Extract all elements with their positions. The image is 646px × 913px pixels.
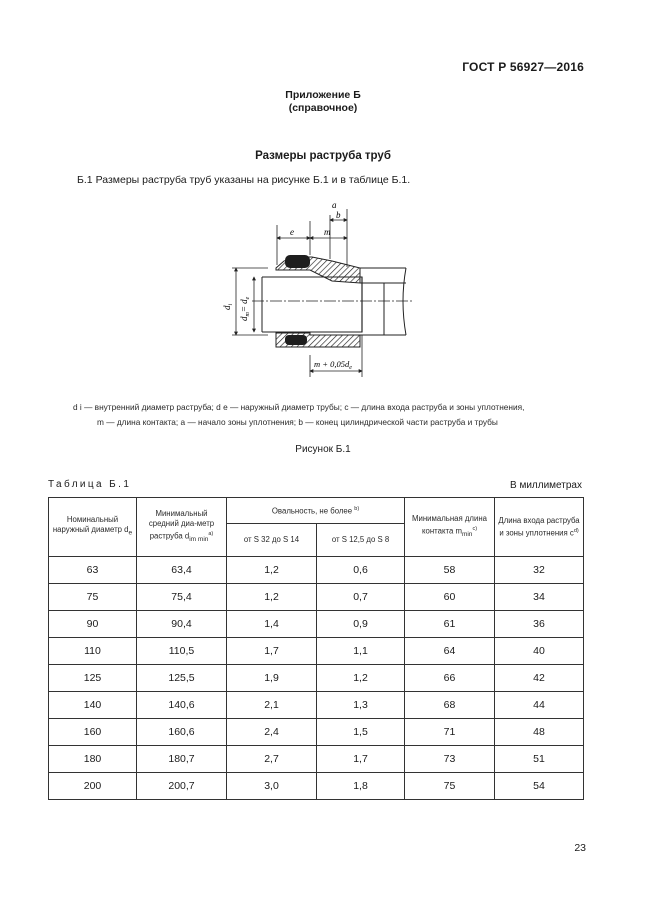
socket-wall-bottom	[276, 333, 360, 347]
table-cell: 63,4	[137, 557, 227, 584]
table-cell: 1,4	[227, 611, 317, 638]
table-cell: 42	[495, 665, 584, 692]
table-cell: 1,1	[317, 638, 405, 665]
table-cell: 90	[49, 611, 137, 638]
table-row	[49, 746, 584, 773]
table-cell: 68	[405, 692, 495, 719]
socket-drawing	[222, 195, 422, 385]
table-row	[49, 638, 584, 665]
table-cell: 160,6	[137, 719, 227, 746]
table-caption: Таблица Б.1	[48, 479, 132, 490]
table-row	[49, 557, 584, 584]
standard-header: ГОСТ Р 56927—2016	[462, 60, 584, 74]
dimension-lines	[232, 209, 362, 377]
svg-text:dm= de: $d_m= d_e$	[239, 296, 251, 321]
legend-line-1: d i — внутренний диаметр раструба; d e — наружный диаметр трубы; c — длина входа раструба и зоны уплотнения,	[73, 402, 525, 412]
table-cell: 1,2	[227, 557, 317, 584]
table-cell: 60	[405, 584, 495, 611]
figure-legend	[73, 400, 583, 430]
header-min-contact-length: Минимальная длина контакта $m_{min}^{c)}$	[405, 498, 495, 557]
table-cell: 125	[49, 665, 137, 692]
label-contact-formula: $m + 0,05d_e$	[314, 359, 352, 371]
table-cell: 2,7	[227, 746, 317, 773]
table-cell: 73	[405, 746, 495, 773]
table-cell: 1,2	[317, 665, 405, 692]
table-cell: 160	[49, 719, 137, 746]
table-cell: 1,5	[317, 719, 405, 746]
table-units: В миллиметрах	[510, 480, 582, 491]
label-m: m	[324, 227, 331, 237]
table-cell: 63	[49, 557, 137, 584]
table-row	[49, 773, 584, 800]
table-cell: 61	[405, 611, 495, 638]
table-cell: 0,6	[317, 557, 405, 584]
seal-ring-top	[285, 255, 310, 268]
appendix-title: Приложение Б	[285, 89, 361, 101]
label-b: b	[336, 210, 341, 220]
table-cell: 0,7	[317, 584, 405, 611]
header-ovality-s12-s8: от S 12,5 до S 8	[317, 524, 405, 557]
table-cell: 44	[495, 692, 584, 719]
table-cell: 34	[495, 584, 584, 611]
header-nominal-diameter: Номинальный наружный диаметр $d_e$	[49, 498, 137, 557]
table-cell: 75	[405, 773, 495, 800]
table-cell: 32	[495, 557, 584, 584]
figure-title: Рисунок Б.1	[295, 444, 351, 455]
table-cell: 180	[49, 746, 137, 773]
table-cell: 1,7	[227, 638, 317, 665]
table-cell: 58	[405, 557, 495, 584]
table-cell: 140,6	[137, 692, 227, 719]
table-cell: 90,4	[137, 611, 227, 638]
header-entry-seal-length: Длина входа раструба и зоны уплотнения $с^{d)}$	[495, 498, 584, 557]
table-cell: 1,9	[227, 665, 317, 692]
page-number: 23	[574, 842, 586, 854]
header-ovality-s32-s14: от S 32 до S 14	[227, 524, 317, 557]
table-cell: 2,4	[227, 719, 317, 746]
intro-paragraph: Б.1 Размеры раструба труб указаны на рисунке Б.1 и в таблице Б.1.	[77, 174, 411, 186]
svg-text:di: $d_i$	[222, 303, 234, 310]
table-cell: 54	[495, 773, 584, 800]
table-cell: 200,7	[137, 773, 227, 800]
table-cell: 1,7	[317, 746, 405, 773]
table-cell: 110	[49, 638, 137, 665]
table-row	[49, 692, 584, 719]
table-cell: 66	[405, 665, 495, 692]
table-cell: 125,5	[137, 665, 227, 692]
table-cell: 48	[495, 719, 584, 746]
inserted-pipe	[262, 277, 362, 332]
pipe-continuation	[360, 268, 406, 335]
seal-ring-bottom	[285, 335, 307, 345]
socket-dimensions-table	[48, 497, 584, 800]
label-dm-de	[239, 296, 251, 321]
table-row	[49, 665, 584, 692]
table-cell: 64	[405, 638, 495, 665]
appendix-subtitle: (справочное)	[288, 102, 358, 114]
label-a: a	[332, 200, 337, 210]
table-cell: 180,7	[137, 746, 227, 773]
table-cell: 1,3	[317, 692, 405, 719]
table-cell: 0,9	[317, 611, 405, 638]
table-cell: 110,5	[137, 638, 227, 665]
table-cell: 36	[495, 611, 584, 638]
table-cell: 1,2	[227, 584, 317, 611]
table-cell: 75,4	[137, 584, 227, 611]
table-cell: 1,8	[317, 773, 405, 800]
label-e: e	[290, 227, 294, 237]
table-cell: 40	[495, 638, 584, 665]
table-cell: 75	[49, 584, 137, 611]
legend-line-2: m — длина контакта; a — начало зоны уплотнения; b — конец цилиндрической части раструба и трубы	[97, 417, 498, 427]
table-cell: 200	[49, 773, 137, 800]
label-di	[222, 304, 234, 311]
appendix-heading	[0, 89, 646, 115]
section-title: Размеры раструба труб	[255, 150, 391, 162]
table-row	[49, 719, 584, 746]
table-cell: 2,1	[227, 692, 317, 719]
header-ovality: Овальность, не более $^{b)}$	[227, 498, 405, 524]
header-min-socket-diameter: Минимальный средний диа-метр раструба $d_{im min}^{a)}$	[137, 498, 227, 557]
table-row	[49, 611, 584, 638]
table-row	[49, 584, 584, 611]
table-cell: 51	[495, 746, 584, 773]
table-cell: 71	[405, 719, 495, 746]
table-cell: 3,0	[227, 773, 317, 800]
table-cell: 140	[49, 692, 137, 719]
